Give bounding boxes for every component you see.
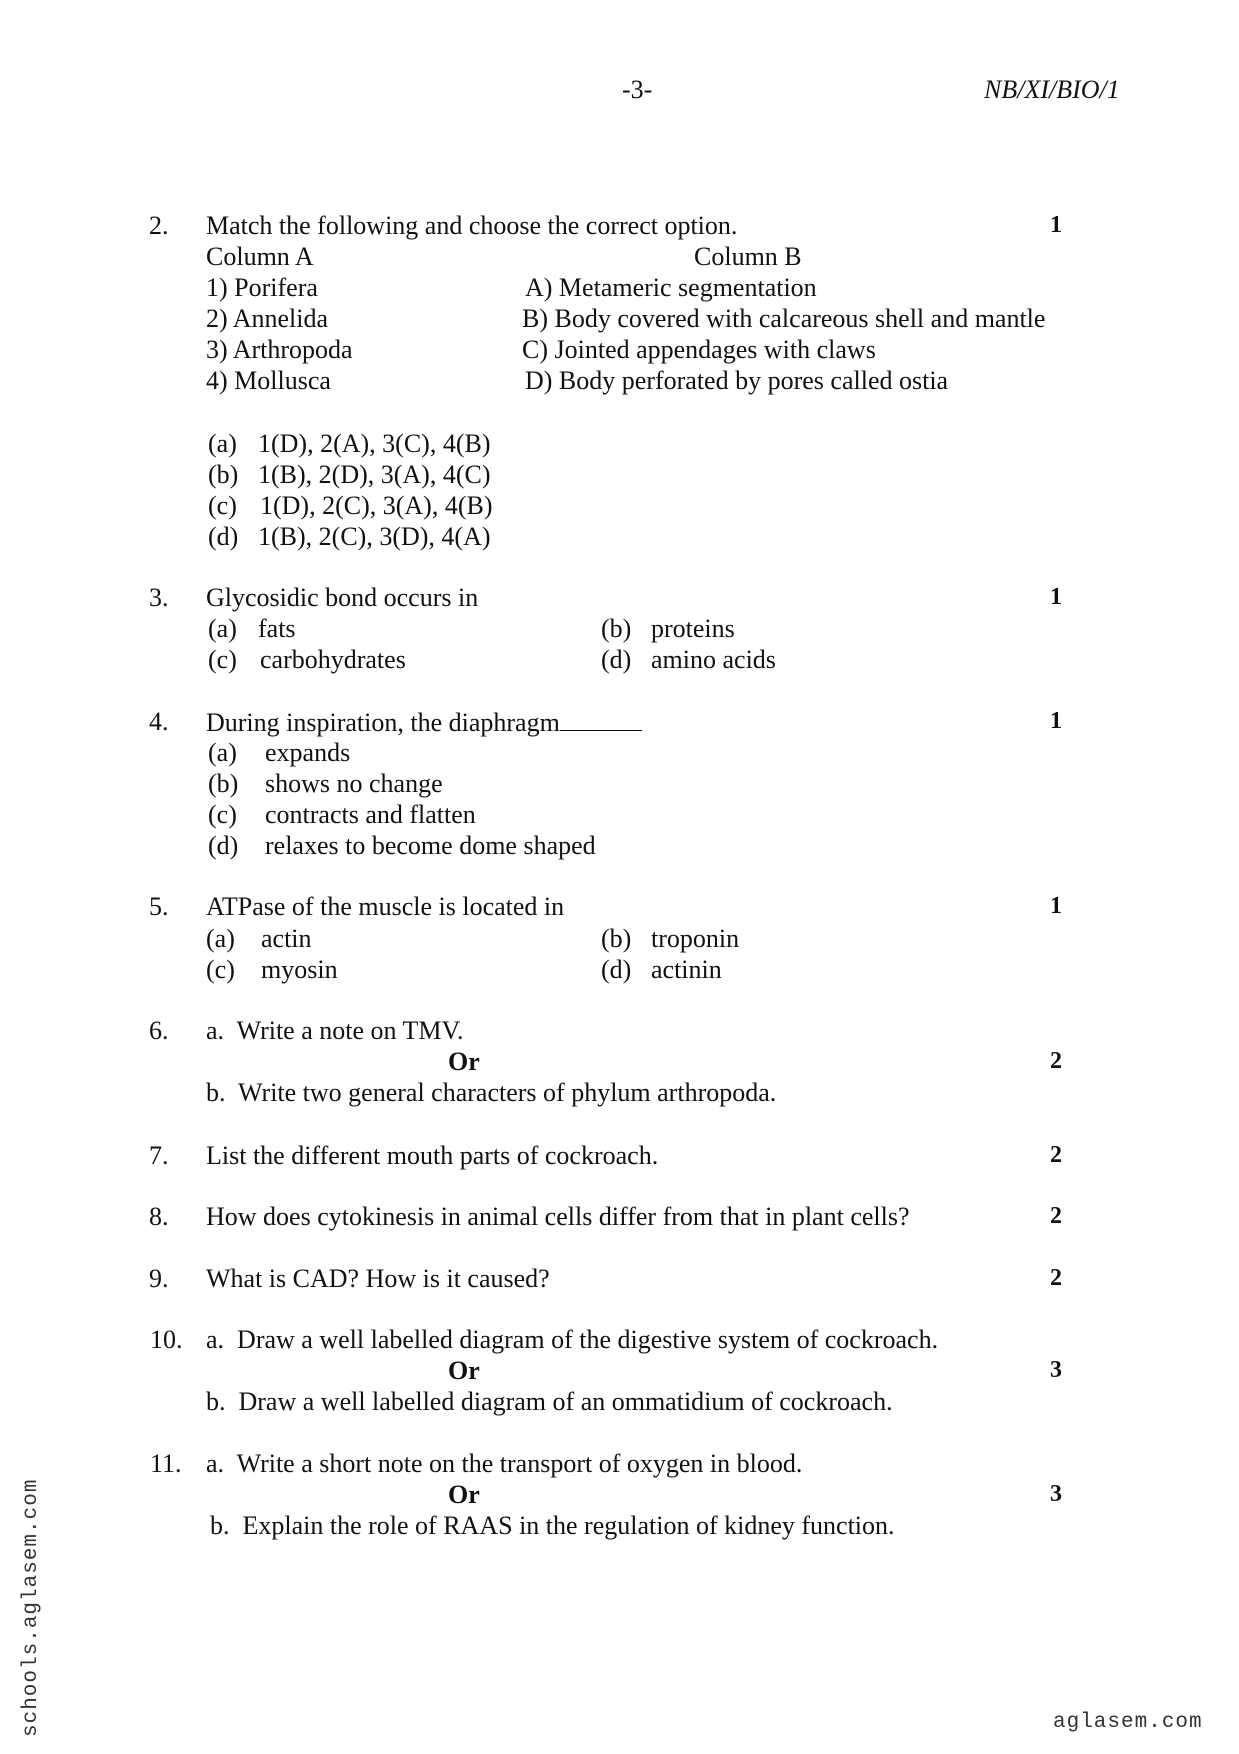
option-text: 1(B), 2(C), 3(D), 4(A) <box>258 522 491 551</box>
question-text: Match the following and choose the correct option. <box>206 211 738 240</box>
option-label: (d) <box>601 955 632 984</box>
option <box>208 459 491 490</box>
column-a-heading: Column A <box>206 242 314 271</box>
question-text: How does cytokinesis in animal cells differ from that in plant cells? <box>206 1202 910 1231</box>
option-label: (b) <box>208 769 239 798</box>
option <box>208 768 443 799</box>
option-text: amino acids <box>651 645 776 674</box>
or-separator: Or <box>448 1480 480 1509</box>
option-label: (b) <box>208 460 239 489</box>
option <box>208 428 491 459</box>
question-part-b: b. Draw a well labelled diagram of an ommatidium of cockroach. <box>206 1387 893 1416</box>
option <box>601 644 776 675</box>
column-a-item: 3) Arthropoda <box>206 335 353 364</box>
option <box>208 830 596 861</box>
option-text: proteins <box>651 614 735 643</box>
question-marks: 1 <box>1050 212 1062 238</box>
option-text: myosin <box>261 955 338 984</box>
option <box>208 490 493 521</box>
question-number: 5. <box>149 892 169 921</box>
option-label: (d) <box>208 831 239 860</box>
option <box>601 613 735 644</box>
option-label: (c) <box>208 491 237 520</box>
question-number: 8. <box>149 1202 169 1231</box>
question-number: 7. <box>149 1141 169 1170</box>
question-text <box>206 706 642 738</box>
page-number: -3- <box>622 75 653 104</box>
question-marks: 2 <box>1050 1203 1062 1229</box>
column-b-item: D) Body perforated by pores called ostia <box>525 366 949 395</box>
option-label: (a) <box>208 429 237 458</box>
column-b-item: A) Metameric segmentation <box>525 273 817 302</box>
question-marks: 2 <box>1050 1048 1062 1074</box>
option <box>206 954 338 985</box>
question-marks: 1 <box>1050 708 1062 734</box>
watermark-right: aglasem.com <box>1053 1711 1203 1734</box>
option <box>208 613 296 644</box>
option-text: 1(B), 2(D), 3(A), 4(C) <box>258 460 491 489</box>
option <box>208 644 406 675</box>
option-text: expands <box>265 738 351 767</box>
option-label: (b) <box>601 614 632 643</box>
or-separator: Or <box>448 1356 480 1385</box>
question-number: 11. <box>150 1449 182 1478</box>
question-number: 3. <box>149 583 169 612</box>
option-label: (a) <box>206 924 235 953</box>
option-text: troponin <box>651 924 740 953</box>
option-text: relaxes to become dome shaped <box>265 831 596 860</box>
option-label: (d) <box>208 522 239 551</box>
column-a-item: 2) Annelida <box>206 304 329 333</box>
question-number: 9. <box>149 1264 169 1293</box>
question-number: 2. <box>149 211 169 240</box>
option <box>208 737 350 768</box>
question-part-b: b. Write two general characters of phylum arthropoda. <box>206 1078 777 1107</box>
option <box>208 521 491 552</box>
option-text: actinin <box>651 955 722 984</box>
question-text-content: During inspiration, the diaphragm <box>206 708 560 737</box>
question-marks: 3 <box>1050 1481 1062 1507</box>
option-label: (a) <box>208 614 237 643</box>
option-text: carbohydrates <box>260 645 406 674</box>
question-marks: 1 <box>1050 584 1062 610</box>
question-part-a: a. Write a short note on the transport of oxygen in blood. <box>206 1449 803 1478</box>
question-text: Glycosidic bond occurs in <box>206 583 479 612</box>
option-label: (c) <box>208 645 237 674</box>
question-number: 10. <box>150 1325 183 1354</box>
option-label: (b) <box>601 924 632 953</box>
question-text: What is CAD? How is it caused? <box>206 1264 550 1293</box>
option <box>601 954 722 985</box>
column-a-item: 4) Mollusca <box>206 366 331 395</box>
option-text: 1(D), 2(C), 3(A), 4(B) <box>260 491 493 520</box>
question-text: ATPase of the muscle is located in <box>206 892 565 921</box>
question-part-a: a. Draw a well labelled diagram of the digestive system of cockroach. <box>206 1325 939 1354</box>
column-a-item: 1) Porifera <box>206 273 318 302</box>
column-b-item: C) Jointed appendages with claws <box>522 335 876 364</box>
option-label: (a) <box>208 738 237 767</box>
column-b-heading: Column B <box>694 242 802 271</box>
question-marks: 2 <box>1050 1142 1062 1168</box>
paper-code: NB/XI/BIO/1 <box>984 75 1120 104</box>
option-text: 1(D), 2(A), 3(C), 4(B) <box>258 429 491 458</box>
column-b-item: B) Body covered with calcareous shell and mantle <box>522 304 1046 333</box>
option <box>601 923 739 954</box>
question-part-a: a. Write a note on TMV. <box>206 1016 464 1045</box>
answer-blank <box>560 706 642 731</box>
option <box>206 923 312 954</box>
question-text: List the different mouth parts of cockroach. <box>206 1141 659 1170</box>
watermark-left: schools.aglasem.com <box>20 1478 43 1737</box>
question-part-b: b. Explain the role of RAAS in the regulation of kidney function. <box>210 1511 895 1540</box>
or-separator: Or <box>448 1047 480 1076</box>
option-text: shows no change <box>265 769 443 798</box>
option-label: (d) <box>601 645 632 674</box>
option-text: actin <box>261 924 312 953</box>
question-number: 4. <box>149 707 169 736</box>
option-label: (c) <box>208 800 237 829</box>
option-text: fats <box>258 614 296 643</box>
question-marks: 3 <box>1050 1357 1062 1383</box>
question-number: 6. <box>149 1016 169 1045</box>
question-marks: 1 <box>1050 893 1062 919</box>
option <box>208 799 476 830</box>
question-marks: 2 <box>1050 1265 1062 1291</box>
option-label: (c) <box>206 955 235 984</box>
option-text: contracts and flatten <box>265 800 476 829</box>
